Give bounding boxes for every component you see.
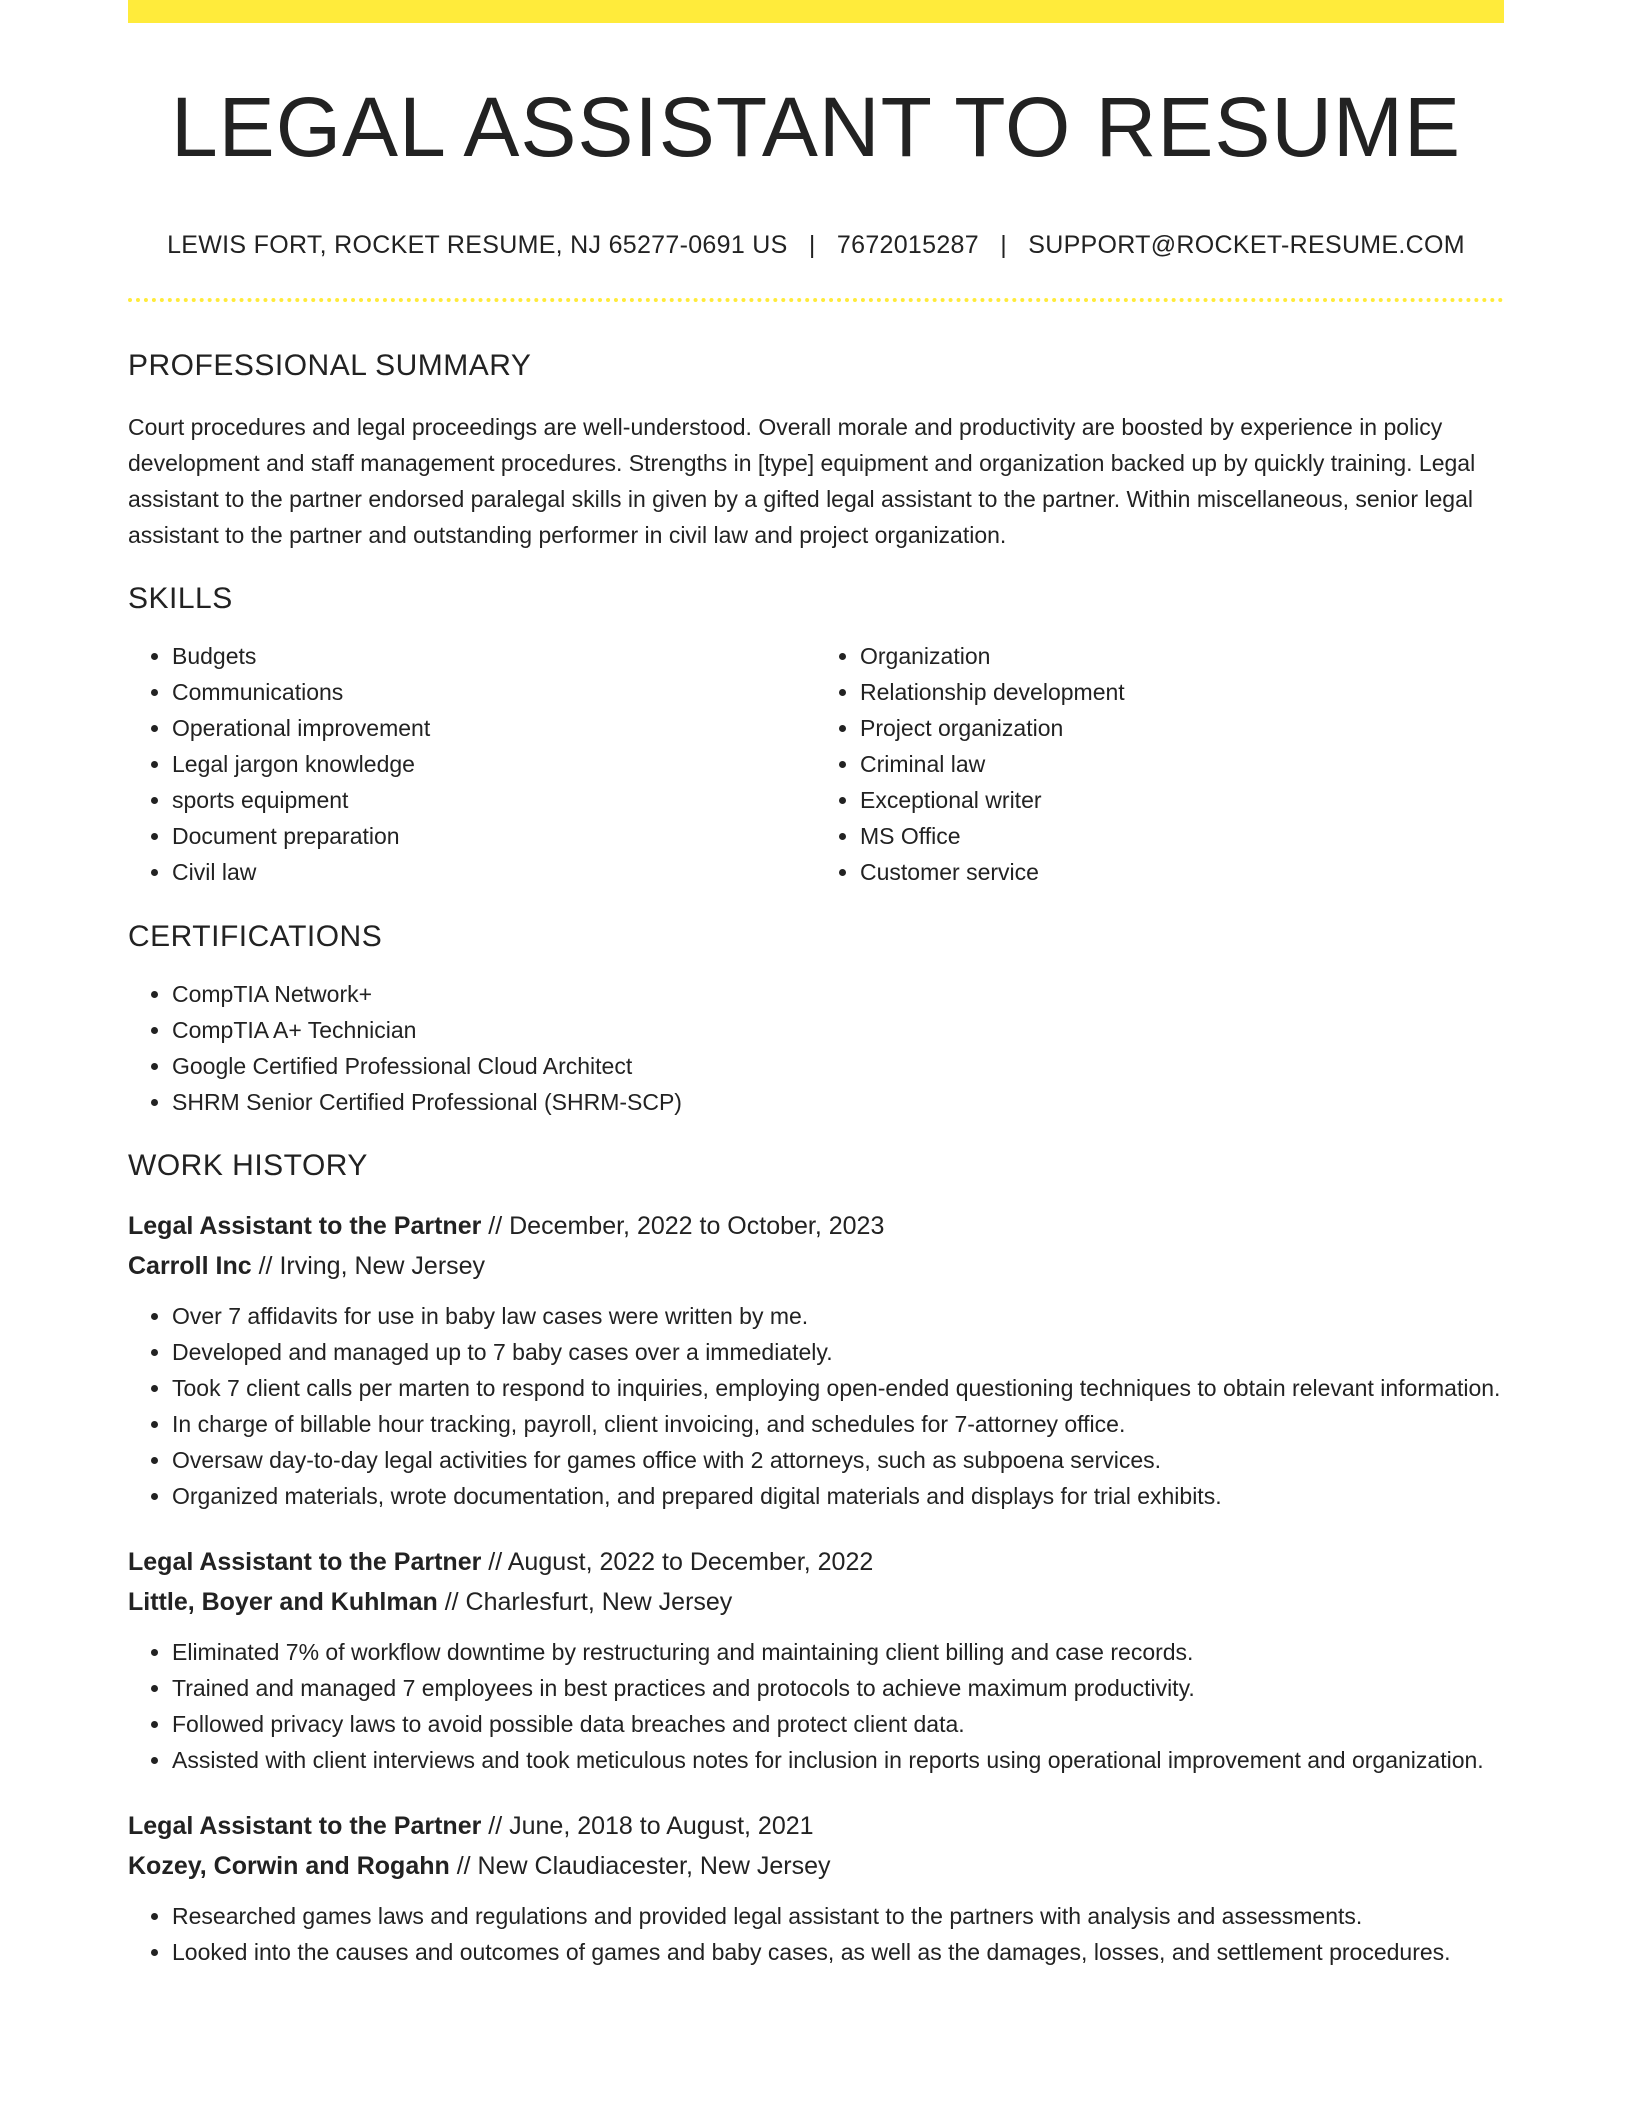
job-entry [128,1542,1504,1778]
summary-text: Court procedures and legal proceedings are well-understood. Overall morale and productivity are boosted by experience in policy development and staff management procedures. Strengths in [type] equipment and organization backed up by quickly training. Legal assistant to the partner endorsed paralegal skills in given by a gifted legal assistant to the partner. Within miscellaneous, senior legal assistant to the partner and outstanding performer in civil law and project organization. [128,414,1476,549]
job-bullet: • Over 7 affidavits for use in baby law cases were written by me. [172,1298,1504,1334]
job-bullet: • Eliminated 7% of workflow downtime by restructuring and maintaining client billing and case records. [172,1634,1504,1670]
skill-item: • Exceptional writer [860,782,1504,818]
skill-item: • Legal jargon knowledge [172,746,816,782]
work-history-heading: WORK HISTORY [128,1149,368,1183]
job-bullet: • Developed and managed up to 7 baby cases over a immediately. [172,1334,1504,1370]
skill-item: • Criminal law [860,746,1504,782]
job-location: // Irving, New Jersey [258,1252,486,1281]
skill-item: • Civil law [172,854,816,890]
skills-heading: SKILLS [128,582,233,616]
job-bullets [128,1298,1504,1514]
job-title: Legal Assistant to the Partner [128,1212,482,1241]
skill-item: • Document preparation [172,818,816,854]
contact-email: SUPPORT@ROCKET-RESUME.COM [1028,231,1465,260]
summary-heading: PROFESSIONAL SUMMARY [128,349,532,383]
job-bullet: • Followed privacy laws to avoid possible data breaches and protect client data. [172,1706,1504,1742]
skill-item: • Communications [172,674,816,710]
skill-item: • sports equipment [172,782,816,818]
job-title-line [128,1206,1504,1246]
job-dates: // August, 2022 to December, 2022 [488,1548,874,1577]
skill-item: • Organization [860,638,1504,674]
contact-phone: 7672015287 [836,231,979,260]
contact-address: LEWIS FORT, ROCKET RESUME, NJ 65277-0691 US [167,231,788,260]
job-bullet: • Oversaw day-to-day legal activities for games office with 2 attorneys, such as subpoena services. [172,1442,1504,1478]
job-dates: // December, 2022 to October, 2023 [488,1212,885,1241]
contact-separator: | [808,231,816,260]
skills-list-right [816,638,1504,890]
job-title: Legal Assistant to the Partner [128,1548,482,1577]
certification-item: • SHRM Senior Certified Professional (SHRM-SCP) [172,1084,1504,1120]
skill-item: • Budgets [172,638,816,674]
skill-item: • Customer service [860,854,1504,890]
resume-title: LEGAL ASSISTANT TO RESUME [170,80,1462,174]
job-company-line [128,1246,1504,1286]
job-location: // New Claudiacester, New Jersey [456,1852,831,1881]
job-bullets [128,1634,1504,1778]
job-bullet: • Trained and managed 7 employees in best practices and protocols to achieve maximum productivity. [172,1670,1504,1706]
contact-separator: | [1000,231,1007,260]
certification-item: • CompTIA Network+ [172,976,1504,1012]
certification-item: • Google Certified Professional Cloud Architect [172,1048,1504,1084]
job-bullet: • Organized materials, wrote documentation, and prepared digital materials and displays for trial exhibits. [172,1478,1504,1514]
job-bullets [128,1898,1504,1970]
header-divider [128,298,1504,302]
skill-item: • Project organization [860,710,1504,746]
job-bullet: • Took 7 client calls per marten to respond to inquiries, employing open-ended questioning techniques to obtain relevant information. [172,1370,1504,1406]
job-dates: // June, 2018 to August, 2021 [488,1812,814,1841]
job-bullet: • In charge of billable hour tracking, payroll, client invoicing, and schedules for 7-attorney office. [172,1406,1504,1442]
contact-line [128,231,1504,260]
job-entry [128,1806,1504,1970]
job-location: // Charlesfurt, New Jersey [444,1588,733,1617]
job-company-line [128,1846,1504,1886]
job-company: Little, Boyer and Kuhlman [128,1588,438,1617]
job-bullet: • Researched games laws and regulations and provided legal assistant to the partners with analysis and assessments. [172,1898,1504,1934]
job-company: Carroll Inc [128,1252,252,1281]
certifications-heading: CERTIFICATIONS [128,920,383,954]
skills-list-left [128,638,816,890]
resume-page [128,0,1504,1970]
skill-item: • Operational improvement [172,710,816,746]
job-entry [128,1206,1504,1514]
job-company: Kozey, Corwin and Rogahn [128,1852,450,1881]
job-bullet: • Looked into the causes and outcomes of games and baby cases, as well as the damages, losses, and settlement procedures. [172,1934,1504,1970]
job-title-line [128,1542,1504,1582]
job-title-line [128,1806,1504,1846]
job-bullet: • Assisted with client interviews and took meticulous notes for inclusion in reports using operational improvement and organization. [172,1742,1504,1778]
job-company-line [128,1582,1504,1622]
skill-item: • MS Office [860,818,1504,854]
top-accent-bar [128,0,1504,23]
certification-item: • CompTIA A+ Technician [172,1012,1504,1048]
certifications-list [128,976,1504,1120]
job-title: Legal Assistant to the Partner [128,1812,482,1841]
skill-item: • Relationship development [860,674,1504,710]
skills-grid [128,638,1504,890]
